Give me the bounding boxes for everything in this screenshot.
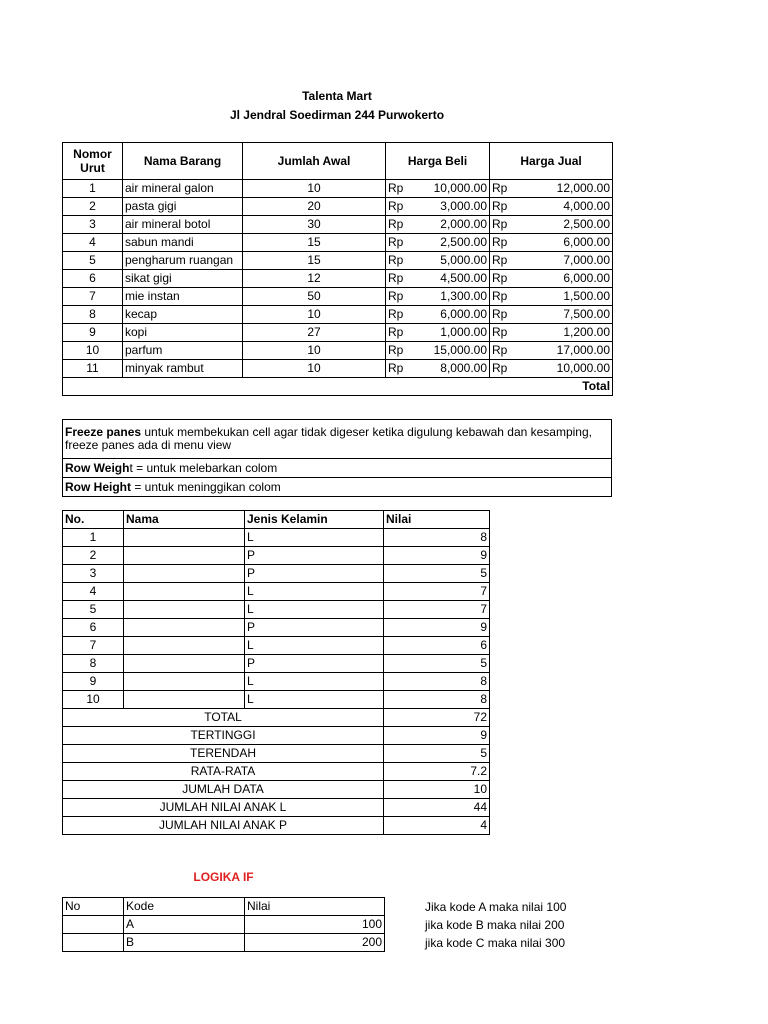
table-row bbox=[63, 324, 613, 342]
item-name: sabun mandi bbox=[123, 234, 243, 252]
student-name bbox=[124, 565, 245, 583]
col-harga-jual: Harga Jual bbox=[490, 143, 613, 180]
note-row-height: Row Height = untuk meninggikan colom bbox=[63, 478, 612, 497]
student-gender: P bbox=[245, 547, 384, 565]
summary-row bbox=[63, 745, 490, 763]
table-row bbox=[63, 673, 490, 691]
row-number: 3 bbox=[63, 216, 123, 234]
summary-label: JUMLAH DATA bbox=[63, 781, 384, 799]
summary-value: 7.2 bbox=[384, 763, 490, 781]
buy-price: 15,000.00 bbox=[414, 342, 490, 360]
student-number: 2 bbox=[63, 547, 124, 565]
currency-label: Rp bbox=[386, 324, 414, 342]
student-name bbox=[124, 637, 245, 655]
table-row bbox=[63, 288, 613, 306]
student-gender: L bbox=[245, 529, 384, 547]
student-score: 8 bbox=[384, 691, 490, 709]
currency-label: Rp bbox=[490, 288, 518, 306]
summary-label: RATA-RATA bbox=[63, 763, 384, 781]
summary-label: JUMLAH NILAI ANAK P bbox=[63, 817, 384, 835]
row-number: 1 bbox=[63, 180, 123, 198]
student-name bbox=[124, 547, 245, 565]
sell-price: 4,000.00 bbox=[518, 198, 613, 216]
currency-label: Rp bbox=[490, 360, 518, 378]
currency-label: Rp bbox=[490, 252, 518, 270]
score-table bbox=[62, 510, 490, 835]
student-name bbox=[124, 529, 245, 547]
student-score: 9 bbox=[384, 547, 490, 565]
student-number: 10 bbox=[63, 691, 124, 709]
currency-label: Rp bbox=[490, 216, 518, 234]
item-qty: 10 bbox=[243, 360, 386, 378]
student-number: 6 bbox=[63, 619, 124, 637]
table-row bbox=[63, 270, 613, 288]
sell-price: 1,200.00 bbox=[518, 324, 613, 342]
summary-value: 10 bbox=[384, 781, 490, 799]
item-qty: 10 bbox=[243, 180, 386, 198]
student-gender: L bbox=[245, 601, 384, 619]
student-gender: L bbox=[245, 637, 384, 655]
logika-rule: jika kode B maka nilai 200 bbox=[425, 918, 565, 932]
logika-no bbox=[63, 916, 124, 934]
student-score: 5 bbox=[384, 655, 490, 673]
item-name: sikat gigi bbox=[123, 270, 243, 288]
currency-label: Rp bbox=[490, 270, 518, 288]
table-row bbox=[63, 360, 613, 378]
row-number: 8 bbox=[63, 306, 123, 324]
row-number: 2 bbox=[63, 198, 123, 216]
item-name: kecap bbox=[123, 306, 243, 324]
student-number: 9 bbox=[63, 673, 124, 691]
summary-row bbox=[63, 727, 490, 745]
table-row bbox=[63, 342, 613, 360]
student-score: 7 bbox=[384, 601, 490, 619]
item-qty: 15 bbox=[243, 234, 386, 252]
buy-price: 2,000.00 bbox=[414, 216, 490, 234]
currency-label: Rp bbox=[386, 198, 414, 216]
logika-code: A bbox=[124, 916, 245, 934]
student-score: 8 bbox=[384, 529, 490, 547]
student-score: 6 bbox=[384, 637, 490, 655]
row-number: 11 bbox=[63, 360, 123, 378]
student-score: 8 bbox=[384, 673, 490, 691]
summary-row bbox=[63, 817, 490, 835]
item-name: parfum bbox=[123, 342, 243, 360]
currency-label: Rp bbox=[386, 288, 414, 306]
student-number: 1 bbox=[63, 529, 124, 547]
buy-price: 5,000.00 bbox=[414, 252, 490, 270]
sell-price: 10,000.00 bbox=[518, 360, 613, 378]
summary-label: TOTAL bbox=[63, 709, 384, 727]
logika-col-nilai: Nilai bbox=[245, 898, 385, 916]
currency-label: Rp bbox=[386, 306, 414, 324]
student-number: 5 bbox=[63, 601, 124, 619]
logika-value: 100 bbox=[245, 916, 385, 934]
student-score: 9 bbox=[384, 619, 490, 637]
student-gender: L bbox=[245, 673, 384, 691]
currency-label: Rp bbox=[490, 234, 518, 252]
summary-row bbox=[63, 709, 490, 727]
table-row bbox=[63, 234, 613, 252]
summary-value: 5 bbox=[384, 745, 490, 763]
table-row bbox=[63, 565, 490, 583]
student-score: 5 bbox=[384, 565, 490, 583]
student-gender: P bbox=[245, 565, 384, 583]
currency-label: Rp bbox=[490, 180, 518, 198]
item-name: pengharum ruangan bbox=[123, 252, 243, 270]
col-jenis-kelamin: Jenis Kelamin bbox=[245, 511, 384, 529]
currency-label: Rp bbox=[386, 270, 414, 288]
sell-price: 6,000.00 bbox=[518, 234, 613, 252]
sell-price: 7,000.00 bbox=[518, 252, 613, 270]
buy-price: 1,300.00 bbox=[414, 288, 490, 306]
item-qty: 20 bbox=[243, 198, 386, 216]
logika-value: 200 bbox=[245, 934, 385, 952]
col-nama-barang: Nama Barang bbox=[123, 143, 243, 180]
item-qty: 10 bbox=[243, 342, 386, 360]
logika-header-row bbox=[63, 898, 385, 916]
buy-price: 2,500.00 bbox=[414, 234, 490, 252]
logika-rule: Jika kode A maka nilai 100 bbox=[425, 900, 567, 914]
logika-col-no: No bbox=[63, 898, 124, 916]
student-name bbox=[124, 583, 245, 601]
student-number: 7 bbox=[63, 637, 124, 655]
table-row bbox=[63, 916, 385, 934]
sell-price: 2,500.00 bbox=[518, 216, 613, 234]
table-row bbox=[63, 306, 613, 324]
store-name: Talenta Mart bbox=[302, 89, 372, 103]
summary-label: TERENDAH bbox=[63, 745, 384, 763]
currency-label: Rp bbox=[490, 198, 518, 216]
currency-label: Rp bbox=[490, 342, 518, 360]
student-number: 4 bbox=[63, 583, 124, 601]
notes-table bbox=[62, 419, 612, 497]
student-name bbox=[124, 655, 245, 673]
currency-label: Rp bbox=[386, 360, 414, 378]
summary-row bbox=[63, 799, 490, 817]
item-qty: 30 bbox=[243, 216, 386, 234]
buy-price: 6,000.00 bbox=[414, 306, 490, 324]
row-number: 10 bbox=[63, 342, 123, 360]
table-row bbox=[63, 583, 490, 601]
buy-price: 4,500.00 bbox=[414, 270, 490, 288]
summary-value: 72 bbox=[384, 709, 490, 727]
total-row bbox=[63, 378, 613, 396]
summary-value: 4 bbox=[384, 817, 490, 835]
table-row bbox=[63, 198, 613, 216]
logika-rules bbox=[425, 898, 566, 952]
logika-rule: jika kode C maka nilai 300 bbox=[425, 936, 566, 950]
student-name bbox=[124, 673, 245, 691]
item-name: air mineral galon bbox=[123, 180, 243, 198]
student-gender: L bbox=[245, 583, 384, 601]
item-qty: 10 bbox=[243, 306, 386, 324]
summary-label: JUMLAH NILAI ANAK L bbox=[63, 799, 384, 817]
student-name bbox=[124, 619, 245, 637]
buy-price: 1,000.00 bbox=[414, 324, 490, 342]
inventory-table bbox=[62, 142, 613, 396]
item-name: pasta gigi bbox=[123, 198, 243, 216]
inventory-header-row bbox=[63, 143, 613, 180]
logika-no bbox=[63, 934, 124, 952]
item-name: mie instan bbox=[123, 288, 243, 306]
student-gender: P bbox=[245, 619, 384, 637]
col-nilai: Nilai bbox=[384, 511, 490, 529]
note-row-weight: Row Weight = untuk melebarkan colom bbox=[63, 459, 612, 478]
student-gender: L bbox=[245, 691, 384, 709]
table-row bbox=[63, 252, 613, 270]
logika-table bbox=[62, 897, 385, 952]
item-qty: 15 bbox=[243, 252, 386, 270]
col-no: No. bbox=[63, 511, 124, 529]
logika-if-title: LOGIKA IF bbox=[193, 870, 254, 884]
summary-row bbox=[63, 763, 490, 781]
summary-label: TERTINGGI bbox=[63, 727, 384, 745]
col-nama: Nama bbox=[124, 511, 245, 529]
item-name: air mineral botol bbox=[123, 216, 243, 234]
summary-row bbox=[63, 781, 490, 799]
student-number: 8 bbox=[63, 655, 124, 673]
currency-label: Rp bbox=[386, 234, 414, 252]
table-row bbox=[63, 934, 385, 952]
currency-label: Rp bbox=[386, 252, 414, 270]
student-gender: P bbox=[245, 655, 384, 673]
table-row bbox=[63, 655, 490, 673]
sell-price: 12,000.00 bbox=[518, 180, 613, 198]
sell-price: 6,000.00 bbox=[518, 270, 613, 288]
currency-label: Rp bbox=[490, 306, 518, 324]
row-number: 9 bbox=[63, 324, 123, 342]
sell-price: 7,500.00 bbox=[518, 306, 613, 324]
item-name: kopi bbox=[123, 324, 243, 342]
score-header-row bbox=[63, 511, 490, 529]
table-row bbox=[63, 691, 490, 709]
currency-label: Rp bbox=[490, 324, 518, 342]
table-row bbox=[63, 619, 490, 637]
row-number: 6 bbox=[63, 270, 123, 288]
item-qty: 27 bbox=[243, 324, 386, 342]
student-name bbox=[124, 601, 245, 619]
sell-price: 17,000.00 bbox=[518, 342, 613, 360]
student-name bbox=[124, 691, 245, 709]
table-row bbox=[63, 637, 490, 655]
total-label: Total bbox=[63, 378, 613, 396]
table-row bbox=[63, 180, 613, 198]
item-qty: 50 bbox=[243, 288, 386, 306]
col-jumlah-awal: Jumlah Awal bbox=[243, 143, 386, 180]
sell-price: 1,500.00 bbox=[518, 288, 613, 306]
logika-code: B bbox=[124, 934, 245, 952]
row-number: 7 bbox=[63, 288, 123, 306]
item-name: minyak rambut bbox=[123, 360, 243, 378]
student-number: 3 bbox=[63, 565, 124, 583]
currency-label: Rp bbox=[386, 342, 414, 360]
row-number: 4 bbox=[63, 234, 123, 252]
logika-col-kode: Kode bbox=[124, 898, 245, 916]
currency-label: Rp bbox=[386, 180, 414, 198]
col-nomor-urut: Nomor Urut bbox=[63, 143, 123, 180]
buy-price: 3,000.00 bbox=[414, 198, 490, 216]
table-row bbox=[63, 216, 613, 234]
note-freeze-panes: Freeze panes untuk membekukan cell agar tidak digeser ketika digulung kebawah dan kesamping, freeze panes ada di menu view bbox=[63, 420, 612, 459]
col-harga-beli: Harga Beli bbox=[386, 143, 490, 180]
summary-value: 9 bbox=[384, 727, 490, 745]
currency-label: Rp bbox=[386, 216, 414, 234]
table-row bbox=[63, 601, 490, 619]
table-row bbox=[63, 529, 490, 547]
student-score: 7 bbox=[384, 583, 490, 601]
table-row bbox=[63, 547, 490, 565]
item-qty: 12 bbox=[243, 270, 386, 288]
buy-price: 10,000.00 bbox=[414, 180, 490, 198]
row-number: 5 bbox=[63, 252, 123, 270]
summary-value: 44 bbox=[384, 799, 490, 817]
buy-price: 8,000.00 bbox=[414, 360, 490, 378]
store-address: Jl Jendral Soedirman 244 Purwokerto bbox=[229, 108, 445, 122]
